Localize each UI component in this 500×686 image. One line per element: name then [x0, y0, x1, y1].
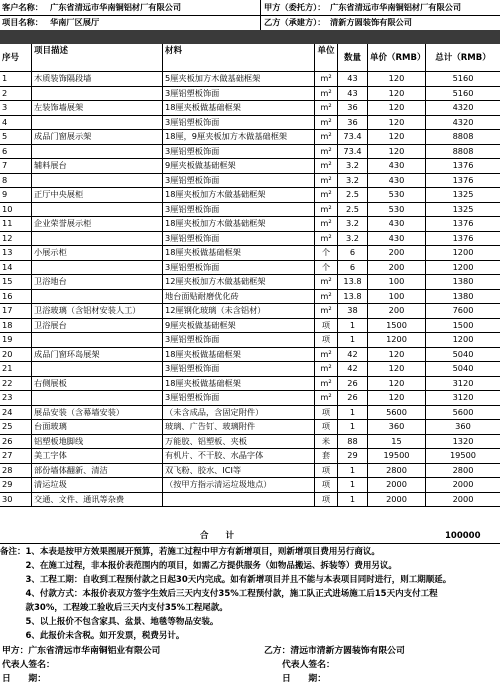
cell-unit: m² — [315, 203, 338, 218]
col-no: 序号 — [0, 44, 32, 72]
cell-price: 530 — [368, 203, 426, 218]
col-material: 材料 — [163, 44, 315, 72]
cell-desc — [32, 87, 163, 102]
cell-total: 1320 — [452, 435, 474, 446]
cell-price: 120 — [368, 87, 426, 102]
cell-material: 3厘铝塑板饰面 — [163, 261, 315, 276]
cell-material: 3厘铝塑板饰面 — [163, 174, 315, 189]
cell-price: 2000 — [368, 478, 426, 493]
cell-total: 5160 — [452, 73, 474, 83]
cell-qty: 73.4 — [338, 145, 368, 160]
cell-qty: 1 — [338, 464, 368, 479]
cell-material: 有机片、不干胶、水晶字体 — [163, 449, 315, 464]
cell-price: 120 — [368, 116, 426, 131]
cell-qty: 1 — [338, 319, 368, 334]
cell-unit: 个 — [315, 246, 338, 261]
sig-rep-a: 代表人签名： — [2, 660, 55, 670]
note-line: 3、工程工期：自收到工程预付款之日起30天内完成。如有新增项目并且不能与本表项目同时进行，则工期顺延。 — [0, 575, 452, 585]
table-row — [0, 130, 500, 145]
cell-price: 120 — [368, 377, 426, 392]
cell-material — [163, 493, 315, 508]
table-row — [0, 72, 500, 87]
cell-unit: m² — [315, 232, 338, 247]
note-line: 6、此报价未含税。如开发票，税费另计。 — [0, 631, 185, 641]
table-row — [0, 101, 500, 116]
project-label: 项目名称： — [2, 17, 43, 27]
table-row — [0, 290, 500, 305]
cell-total: 1376 — [452, 232, 474, 243]
cell-no: 4 — [0, 116, 32, 131]
cell-no: 27 — [0, 449, 32, 464]
col-unit: 单位 — [315, 44, 338, 72]
cell-no: 14 — [0, 261, 32, 276]
cell-no: 16 — [0, 290, 32, 305]
cell-qty: 3.2 — [338, 174, 368, 189]
cell-material: 18厘夹板做基础框架 — [163, 101, 315, 116]
cell-price: 120 — [368, 72, 426, 87]
table-row — [0, 478, 500, 493]
cell-price: 1500 — [368, 319, 426, 334]
cell-unit: m² — [315, 130, 338, 145]
cell-total: 1200 — [452, 261, 474, 272]
table-row — [0, 391, 500, 406]
cell-desc: 部份墙体翻新、清洁 — [32, 464, 163, 479]
cell-no: 10 — [0, 203, 32, 218]
cell-desc — [32, 145, 163, 160]
cell-total: 5040 — [452, 363, 474, 373]
cell-no: 3 — [0, 101, 32, 116]
cell-total: 2800 — [452, 464, 474, 475]
table-row — [0, 493, 500, 508]
total-value: 100000 — [445, 531, 481, 541]
col-qty: 数量 — [338, 44, 368, 72]
party-a-value: 广东省清远市华南铜铝材厂有限公司 — [330, 2, 462, 12]
cell-material: 3厘铝塑板饰面 — [163, 333, 315, 348]
cell-total: 1325 — [452, 203, 474, 214]
cell-no: 6 — [0, 145, 32, 160]
table-row — [0, 217, 500, 232]
cell-no: 2 — [0, 87, 32, 102]
cell-no: 20 — [0, 348, 32, 363]
cell-price: 430 — [368, 232, 426, 247]
cell-total: 8808 — [452, 131, 474, 141]
cell-desc — [32, 362, 163, 377]
cell-unit: m² — [315, 116, 338, 131]
cell-qty: 29 — [338, 449, 368, 464]
cell-no: 23 — [0, 391, 32, 406]
cell-qty: 1 — [338, 493, 368, 508]
cell-total: 1376 — [452, 174, 474, 185]
cell-total: 5040 — [452, 348, 474, 359]
table-row — [0, 406, 500, 421]
cell-desc: 辅料展台 — [32, 159, 163, 174]
cell-desc — [32, 333, 163, 348]
cell-unit: m² — [315, 174, 338, 189]
cell-desc: 美工字体 — [32, 449, 163, 464]
cell-qty: 42 — [338, 362, 368, 377]
cell-price: 530 — [368, 188, 426, 203]
cell-desc: 企业荣誉展示柜 — [32, 217, 163, 232]
table-row — [0, 304, 500, 319]
cell-total: 4320 — [452, 102, 474, 112]
cell-qty: 6 — [338, 246, 368, 261]
table-row — [0, 116, 500, 131]
cell-unit: 项 — [315, 333, 338, 348]
cell-desc: 卫浴玻璃（含铝材安装人工） — [32, 304, 163, 319]
cell-no: 28 — [0, 464, 32, 479]
cell-material: 双飞粉、胶水、ICI等 — [163, 464, 315, 479]
cell-unit: 项 — [315, 478, 338, 493]
cell-desc: 交通、文件、通讯等杂费 — [32, 493, 163, 508]
cell-material: 3厘铝塑板饰面 — [163, 145, 315, 160]
cell-qty: 3.2 — [338, 159, 368, 174]
cell-qty: 36 — [338, 101, 368, 116]
table-row — [0, 420, 500, 435]
cell-unit: m² — [315, 275, 338, 290]
cell-material: 3厘铝塑板饰面 — [163, 232, 315, 247]
cell-desc: 铝塑板地脚线 — [32, 435, 163, 450]
note-line: 备注：1、本表是按甲方效果图展开预算，若施工过程中甲方有新增项目，则新增项目费用另行商议。 — [0, 547, 380, 557]
cell-no: 22 — [0, 377, 32, 392]
col-price: 单价（RMB） — [368, 44, 426, 72]
table-row — [0, 203, 500, 218]
table-row — [0, 435, 500, 450]
cell-qty: 1 — [338, 406, 368, 421]
cell-unit: 米 — [315, 435, 338, 450]
total-row — [0, 530, 500, 544]
cell-total: 1380 — [452, 276, 474, 286]
party-b-label: 乙方（承建方）： — [264, 17, 326, 27]
cell-desc — [32, 116, 163, 131]
cell-material: （按甲方指示清运垃圾地点） — [163, 478, 315, 493]
cell-price: 2800 — [368, 464, 426, 479]
table-row — [0, 159, 500, 174]
cell-qty: 3.2 — [338, 217, 368, 232]
note-line: 款30%，工程竣工验收后三天内支付35%工程尾款。 — [0, 603, 228, 613]
cell-desc: 正厅中央展柜 — [32, 188, 163, 203]
cell-material: 18厘夹板加方木做基础框架 — [163, 217, 315, 232]
cell-price: 120 — [368, 391, 426, 406]
cell-desc: 左装饰墙展架 — [32, 101, 163, 116]
cell-no: 1 — [0, 72, 32, 87]
cell-total: 3120 — [452, 377, 474, 388]
cell-material: 万能胶、铝塑板、夹板 — [163, 435, 315, 450]
cell-unit: m² — [315, 362, 338, 377]
party-b-value: 清新方圆装饰有限公司 — [330, 17, 412, 27]
signature-dates — [0, 673, 500, 686]
table-body — [0, 72, 500, 507]
cell-desc: 台面玻璃 — [32, 420, 163, 435]
cell-price: 120 — [368, 101, 426, 116]
party-a-label: 甲方（委托方）： — [264, 2, 326, 12]
cell-unit: 套 — [315, 449, 338, 464]
cell-desc: 清运垃圾 — [32, 478, 163, 493]
cell-total: 7600 — [452, 305, 474, 315]
cell-no: 29 — [0, 478, 32, 493]
cell-no: 19 — [0, 333, 32, 348]
sig-rep-b: 代表人签名： — [282, 660, 335, 670]
cell-material: 18厘，9厘夹板加方木做基础框架 — [163, 130, 315, 145]
cell-total: 1200 — [452, 247, 474, 257]
note-line: 2、在施工过程，非本报价表范围内的项目，如需乙方提供服务（如物品搬运、拆装等）费用另议。 — [0, 561, 397, 571]
cell-total: 1500 — [452, 319, 474, 330]
sig-date-a: 日 期： — [2, 674, 46, 684]
cell-unit: m² — [315, 217, 338, 232]
cell-qty: 38 — [338, 304, 368, 319]
cell-desc — [32, 391, 163, 406]
cell-desc: 成品门窗展示架 — [32, 130, 163, 145]
cell-no: 11 — [0, 217, 32, 232]
cell-material: 18厘夹板做基础框架 — [163, 377, 315, 392]
cell-material: 地台面贴耐磨优化砖 — [163, 290, 315, 305]
cell-price: 430 — [368, 159, 426, 174]
cell-total: 3120 — [452, 392, 474, 402]
cell-material: 18厘夹板做基础框架 — [163, 246, 315, 261]
cell-price: 120 — [368, 362, 426, 377]
cell-material: 12厘钢化玻璃（未含铝材） — [163, 304, 315, 319]
cell-no: 17 — [0, 304, 32, 319]
cell-desc — [32, 232, 163, 247]
col-total: 总计（RMB） — [426, 44, 500, 72]
cell-unit: m² — [315, 159, 338, 174]
sig-party-b: 乙方：清远市清新方圆装饰有限公司 — [264, 646, 405, 656]
signature-parties — [0, 645, 500, 658]
cell-price: 2000 — [368, 493, 426, 508]
cell-total: 5600 — [452, 406, 474, 417]
cell-qty: 6 — [338, 261, 368, 276]
cell-price: 120 — [368, 348, 426, 363]
cell-no: 5 — [0, 130, 32, 145]
table-row — [0, 188, 500, 203]
cell-no: 12 — [0, 232, 32, 247]
client-label: 客户名称： — [2, 2, 43, 12]
cell-no: 15 — [0, 275, 32, 290]
cell-price: 120 — [368, 130, 426, 145]
cell-qty: 13.8 — [338, 290, 368, 305]
cell-material: 9厘夹板做基础框架 — [163, 319, 315, 334]
cell-qty: 43 — [338, 72, 368, 87]
cell-price: 200 — [368, 304, 426, 319]
cell-material: 3厘铝塑板饰面 — [163, 391, 315, 406]
cell-material: 9厘夹板做基础框架 — [163, 159, 315, 174]
table-row — [0, 275, 500, 290]
cell-qty: 13.8 — [338, 275, 368, 290]
cell-unit: m² — [315, 72, 338, 87]
header-client-row — [0, 0, 500, 16]
cell-no: 21 — [0, 362, 32, 377]
cell-material: （未含成品，含固定附件） — [163, 406, 315, 421]
table-row — [0, 362, 500, 377]
cell-unit: m² — [315, 391, 338, 406]
cell-price: 100 — [368, 290, 426, 305]
note-line: 4、付款方式：本报价表双方签字生效后三天内支付35%工程预付款，施工队正式进场施工后15天内支付工程 — [0, 589, 438, 599]
project-value: 华南厂区展厅 — [50, 17, 100, 27]
cell-desc — [32, 203, 163, 218]
table-row — [0, 232, 500, 247]
table-header — [0, 44, 500, 72]
cell-total: 8808 — [452, 145, 474, 156]
table-row — [0, 319, 500, 334]
cell-unit: m² — [315, 145, 338, 160]
cell-price: 200 — [368, 246, 426, 261]
cell-no: 30 — [0, 493, 32, 508]
cell-unit: m² — [315, 348, 338, 363]
table-row — [0, 464, 500, 479]
cell-qty: 1 — [338, 478, 368, 493]
cell-total: 5160 — [452, 87, 474, 98]
cell-qty: 3.2 — [338, 232, 368, 247]
table-row — [0, 145, 500, 160]
cell-no: 25 — [0, 420, 32, 435]
cell-no: 18 — [0, 319, 32, 334]
cell-price: 100 — [368, 275, 426, 290]
cell-unit: m² — [315, 304, 338, 319]
cell-unit: m² — [315, 101, 338, 116]
sig-party-a: 甲方：广东省清远市华南铜铝业有限公司 — [2, 646, 161, 656]
cell-desc: 卫浴展台 — [32, 319, 163, 334]
cell-material: 12厘夹板加方木做基础框架 — [163, 275, 315, 290]
cell-total: 360 — [455, 421, 471, 431]
cell-price: 1200 — [368, 333, 426, 348]
table-row — [0, 246, 500, 261]
cell-unit: m² — [315, 290, 338, 305]
signature-reps — [0, 659, 500, 672]
cell-price: 430 — [368, 174, 426, 189]
cell-unit: m² — [315, 377, 338, 392]
table-row — [0, 333, 500, 348]
cell-qty: 26 — [338, 391, 368, 406]
cell-qty: 2.5 — [338, 203, 368, 218]
cell-material: 3厘铝塑板饰面 — [163, 203, 315, 218]
cell-unit: 项 — [315, 319, 338, 334]
cell-qty: 73.4 — [338, 130, 368, 145]
cell-total: 2000 — [452, 493, 474, 504]
cell-price: 200 — [368, 261, 426, 276]
cell-desc — [32, 290, 163, 305]
cell-no: 13 — [0, 246, 32, 261]
cell-desc: 右侧展板 — [32, 377, 163, 392]
cell-unit: m² — [315, 87, 338, 102]
cell-total: 1325 — [452, 189, 474, 199]
cell-total: 4320 — [452, 116, 474, 127]
cell-material: 5厘夹板加方木做基础框架 — [163, 72, 315, 87]
sig-date-b: 日 期： — [282, 674, 326, 684]
total-label: 合 计 — [200, 531, 235, 541]
cell-unit: 项 — [315, 464, 338, 479]
note-line: 5、以上报价不包含家具、盆景、地毯等物品安装。 — [0, 617, 219, 627]
cell-price: 120 — [368, 145, 426, 160]
col-desc: 项目描述 — [32, 44, 163, 72]
cell-total: 1376 — [452, 160, 474, 170]
cell-unit: 项 — [315, 420, 338, 435]
table-row — [0, 87, 500, 102]
cell-desc: 木质装饰隔段墙 — [32, 72, 163, 87]
cell-qty: 2.5 — [338, 188, 368, 203]
cell-total: 1376 — [452, 218, 474, 228]
cell-unit: m² — [315, 188, 338, 203]
cell-qty: 1 — [338, 333, 368, 348]
cell-material: 18厘夹板做基础框架 — [163, 348, 315, 363]
cell-desc: 小展示柜 — [32, 246, 163, 261]
cell-price: 5600 — [368, 406, 426, 421]
cell-no: 7 — [0, 159, 32, 174]
cell-qty: 42 — [338, 348, 368, 363]
cell-price: 430 — [368, 217, 426, 232]
table-row — [0, 449, 500, 464]
cell-desc: 卫浴地台 — [32, 275, 163, 290]
cell-qty: 26 — [338, 377, 368, 392]
cell-no: 9 — [0, 188, 32, 203]
cell-price: 15 — [368, 435, 426, 450]
cell-material: 3厘铝塑板饰面 — [163, 87, 315, 102]
header-divider — [260, 0, 261, 30]
table-row — [0, 174, 500, 189]
dark-separator-bar — [0, 30, 500, 44]
cell-total: 19500 — [449, 450, 477, 460]
header-project-row — [0, 15, 500, 31]
table-row — [0, 348, 500, 363]
table-row — [0, 377, 500, 392]
cell-material: 玻璃、广告钉、玻璃附件 — [163, 420, 315, 435]
cell-qty: 43 — [338, 87, 368, 102]
cell-qty: 36 — [338, 116, 368, 131]
cell-total: 2000 — [452, 479, 474, 489]
cell-material: 3厘铝塑板饰面 — [163, 116, 315, 131]
cell-qty: 1 — [338, 420, 368, 435]
cell-no: 24 — [0, 406, 32, 421]
cell-unit: 项 — [315, 493, 338, 508]
cell-no: 8 — [0, 174, 32, 189]
cell-desc: 展品安装（含幕墙安装） — [32, 406, 163, 421]
cell-desc: 成品门窗环岛展架 — [32, 348, 163, 363]
cell-desc — [32, 261, 163, 276]
cell-qty: 88 — [338, 435, 368, 450]
cell-price: 360 — [368, 420, 426, 435]
cell-price: 19500 — [368, 449, 426, 464]
client-value: 广东省清远市华南铜铝材厂有限公司 — [50, 2, 182, 12]
cell-no: 26 — [0, 435, 32, 450]
cell-total: 1380 — [452, 290, 474, 301]
cell-total: 1200 — [452, 334, 474, 344]
table-row — [0, 261, 500, 276]
cell-material: 18厘夹板加方木做基础框架 — [163, 188, 315, 203]
cell-unit: 项 — [315, 406, 338, 421]
cell-desc — [32, 174, 163, 189]
cell-unit: 个 — [315, 261, 338, 276]
cell-material: 3厘铝塑板饰面 — [163, 362, 315, 377]
